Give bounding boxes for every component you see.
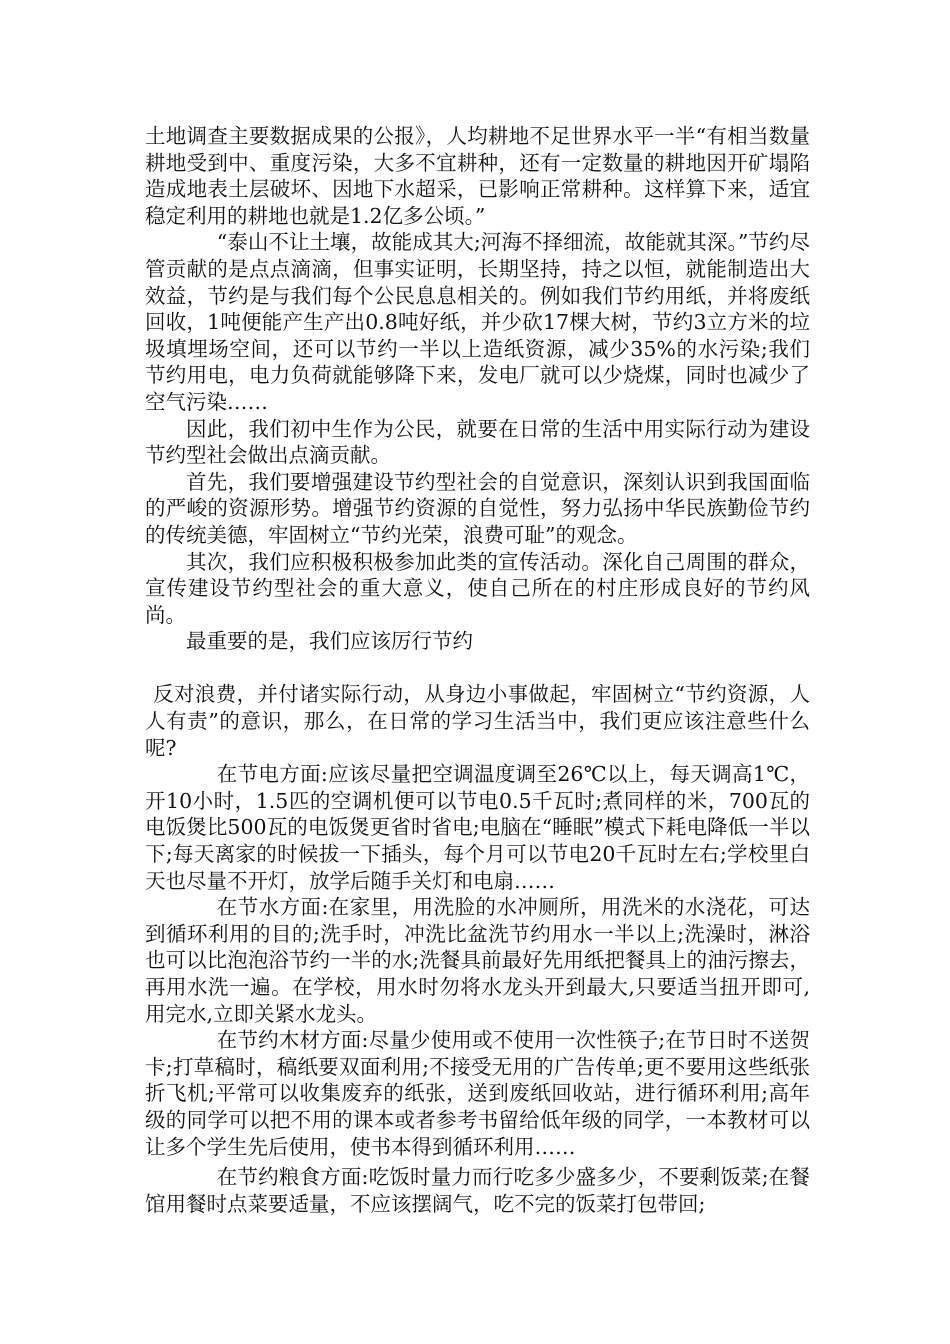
blank-line <box>145 655 810 682</box>
paragraph-most-important: 最重要的是，我们应该厉行节约 <box>186 629 473 654</box>
paragraph-oppose-waste: 反对浪费，并付诸实际行动，从身边小事做起，牢固树立“节约资源，人人有责”的意识，那么，在日常的学习生活当中，我们更应该注意些什么呢? <box>145 682 810 760</box>
paragraph-save-water: 在节水方面:在家里，用洗脸的水冲厕所，用洗米的水浇花，可达到循环利用的目的;洗手时，冲洗比盆洗节约用水一半以上;洗澡时，淋浴也可以比泡泡浴节约一半的水;洗餐具前最好先用纸把餐具上的油污擦去，再用水洗一遍。在学校，用水时勿将水龙头开到最大,只要适当扭开即可,用完水,立即关紧水龙头。 <box>145 895 810 1026</box>
paragraph-therefore: 因此，我们初中生作为公民，就要在日常的生活中用实际行动为建设节约型社会做出点滴贡献。 <box>145 416 810 468</box>
document-body <box>145 123 810 1217</box>
paragraph-taishan-quote: “泰山不让土壤，故能成其大;河海不择细流，故能就其深。”节约尽管贡献的是点点滴滴，但事实证明，长期坚持，持之以恒，就能制造出大效益，节约是与我们每个公民息息相关的。例如我们节约用纸，并将废纸回收，1吨便能产生产出0.8吨好纸，并少砍17棵大树，节约3立方米的垃圾填埋场空间，还可以节约一半以上造纸资源，减少35%的水污染;我们节约用电，电力负荷就能够降下来，发电厂就可以少烧煤，同时也减少了空气污染…… <box>145 230 810 414</box>
paragraph-firstly: 首先，我们要增强建设节约型社会的自觉意识，深刻认识到我国面临的严峻的资源形势。增强节约资源的自觉性，努力弘扬中华民族勤俭节约的传统美德，牢固树立“节约光荣，浪费可耻”的观念。 <box>145 469 810 547</box>
paragraph-save-wood: 在节约木材方面:尽量少使用或不使用一次性筷子;在节日时不送贺卡;打草稿时，稿纸要双面利用;不接受无用的广告传单;更不要用这些纸张折飞机;平常可以收集废弃的纸张，送到废纸回收站，进行循环利用;高年级的同学可以把不用的课本或者参考书留给低年级的同学，一本教材可以让多个学生先后使用，使书本得到循环利用…… <box>145 1028 810 1159</box>
paragraph-secondly: 其次，我们应积极积极参加此类的宣传活动。深化自己周围的群众，宣传建设节约型社会的重大意义，使自己所在的村庄形成良好的节约风尚。 <box>145 549 810 627</box>
paragraph-land-survey: 土地调查主要数据成果的公报》，人均耕地不足世界水平一半“有相当数量耕地受到中、重度污染，大多不宜耕种，还有一定数量的耕地因开矿塌陷造成地表土层破坏、因地下水超采，已影响正常耕种。这样算下来，适宜稳定利用的耕地也就是1.2亿多公顷。” <box>145 124 810 228</box>
paragraph-save-electricity: 在节电方面:应该尽量把空调温度调至26℃以上，每天调高1℃，开10小时，1.5匹的空调机便可以节电0.5千瓦时;煮同样的米，700瓦的电饭煲比500瓦的电饭煲更省时省电;电脑在“睡眠”模式下耗电降低一半以下;每天离家的时候拔一下插头，每个月可以节电20千瓦时左右;学校里白天也尽量不开灯，放学后随手关灯和电扇…… <box>145 762 810 893</box>
paragraph-save-food: 在节约粮食方面:吃饭时量力而行吃多少盛多少，不要剩饭菜;在餐馆用餐时点菜要适量，不应该摆阔气，吃不完的饭菜打包带回; <box>145 1165 810 1216</box>
